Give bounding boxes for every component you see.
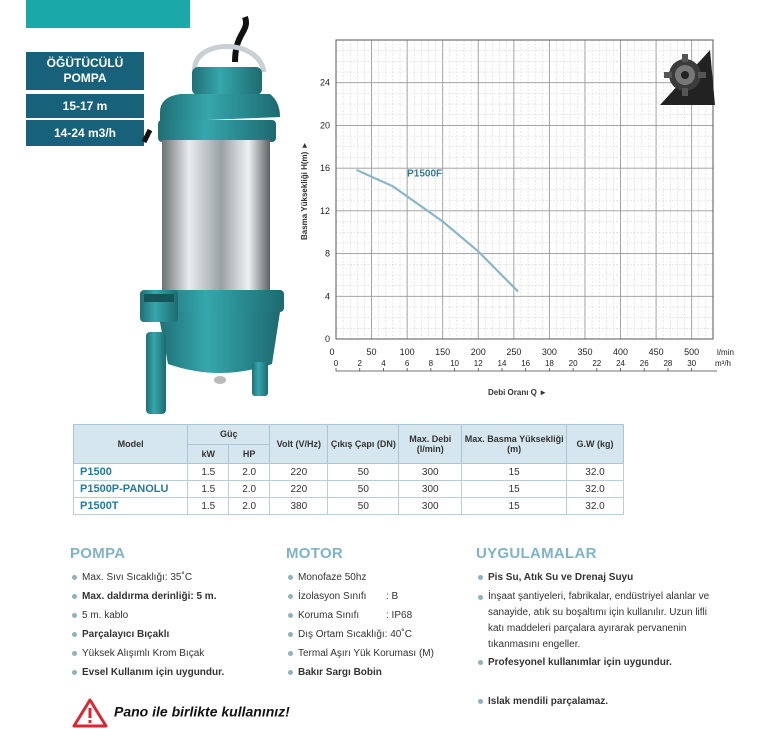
cell-volt: 380: [270, 498, 328, 515]
pompa-section: [70, 545, 270, 682]
y-tick-label: 16: [319, 163, 330, 174]
x2-tick-label: 14: [497, 359, 507, 368]
list-item: İzolasyon Sınıfı : B: [286, 587, 466, 606]
cell-outlet: 50: [328, 498, 399, 515]
x2-tick-label: 2: [357, 359, 362, 368]
x2-tick-label: 16: [521, 359, 531, 368]
list-item: Dış Ortam Sıcaklığı: 40˚C: [286, 625, 466, 644]
x2-tick-label: 8: [428, 359, 434, 368]
cell-hp: 2.0: [229, 498, 270, 515]
gear-icon: [660, 50, 715, 105]
cell-head: 15: [462, 464, 567, 481]
list-item: Pis Su, Atık Su ve Drenaj Suyu: [476, 568, 716, 587]
cell-head: 15: [462, 481, 567, 498]
cell-gw: 32.0: [567, 481, 624, 498]
list-item: Evsel Kullanım için uygundur.: [70, 663, 270, 682]
x2-tick-label: 24: [616, 359, 625, 368]
y-tick-label: 8: [324, 248, 330, 259]
cell-outlet: 50: [328, 464, 399, 481]
chart-ticks: [320, 78, 734, 371]
uygulamalar-section: [476, 545, 716, 672]
table-row: [74, 498, 624, 515]
uygulamalar-title: UYGULAMALAR: [476, 545, 597, 562]
cell-kw: 1.5: [188, 464, 229, 481]
table-row: [74, 481, 624, 498]
th-volt: Volt (V/Hz): [270, 425, 328, 464]
y-tick-label: 20: [319, 120, 330, 131]
cell-model: P1500T: [74, 498, 188, 515]
x-tick-label: 300: [541, 347, 557, 357]
cell-volt: 220: [270, 464, 328, 481]
x2-tick-label: 6: [404, 359, 410, 368]
pump-product-image: [140, 12, 290, 416]
chart-series: [357, 169, 517, 291]
x-tick-label: 100: [399, 347, 415, 357]
list-item: Termal Aşırı Yük Koruması (M): [286, 644, 466, 663]
motor-title: MOTOR: [286, 545, 344, 562]
tag-flow-range: 14-24 m3/h: [26, 120, 144, 148]
x2-tick-label: 12: [473, 359, 483, 368]
x-axis-label: Debi Oranı Q ►: [488, 388, 548, 397]
x2-tick-label: 22: [592, 359, 602, 368]
warning-note: [72, 698, 290, 728]
table-row: [74, 464, 624, 481]
x-tick-label: 250: [506, 347, 522, 357]
series-label: P1500F: [407, 168, 443, 180]
cell-volt: 220: [270, 481, 328, 498]
cell-flow: 300: [399, 498, 462, 515]
cell-model: P1500P-PANOLU: [74, 481, 188, 498]
cell-hp: 2.0: [229, 464, 270, 481]
y-tick-label: 24: [319, 77, 330, 88]
x2-tick-label: 20: [568, 359, 578, 368]
x-unit-secondary: m³/h: [715, 359, 731, 368]
cell-outlet: 50: [328, 481, 399, 498]
cell-hp: 2.0: [229, 481, 270, 498]
th-power: Güç: [188, 425, 270, 445]
x2-tick-label: 26: [639, 359, 649, 368]
x-tick-label: 500: [684, 347, 700, 357]
list-item: Monofaze 50hz: [286, 568, 466, 587]
cell-flow: 300: [399, 464, 462, 481]
list-item: 5 m. kablo: [70, 606, 270, 625]
cell-kw: 1.5: [188, 498, 229, 515]
x-tick-label: 400: [613, 347, 629, 357]
x-tick-label: 0: [329, 347, 335, 357]
list-item: Yüksek Alışımlı Krom Bıçak: [70, 644, 270, 663]
x-unit-primary: l/min: [717, 348, 734, 357]
x-tick-label: 200: [470, 347, 486, 357]
x2-tick-label: 30: [687, 359, 697, 368]
list-item: Islak mendili parçalamaz.: [476, 692, 716, 711]
x2-tick-label: 28: [663, 359, 673, 368]
x2-tick-label: 4: [381, 359, 386, 368]
list-item: Profesyonel kullanımlar için uygundur.: [476, 653, 716, 672]
th-head: Max. Basma Yüksekliği (m): [462, 425, 567, 464]
th-outlet: Çıkış Çapı (DN): [328, 425, 399, 464]
uygulamalar-extra: [476, 692, 716, 711]
x2-tick-label: 18: [544, 359, 554, 368]
cell-head: 15: [462, 498, 567, 515]
x2-tick-label: 0: [333, 359, 339, 368]
series-line: [357, 170, 517, 291]
warning-text: Pano ile birlikte kullanınız!: [114, 703, 290, 720]
cell-gw: 32.0: [567, 498, 624, 515]
cell-gw: 32.0: [567, 464, 624, 481]
list-item: Max. daldırma derinliği: 5 m.: [70, 587, 270, 606]
cell-kw: 1.5: [188, 481, 229, 498]
th-hp: HP: [229, 444, 270, 464]
tag-pump-type: ÖĞÜTÜCÜLÜ POMPA: [26, 52, 144, 92]
x-tick-label: 150: [435, 347, 451, 357]
list-item: Koruma Sınıfı : IP68: [286, 606, 466, 625]
th-flow: Max. Debi (l/min): [399, 425, 462, 464]
y-axis-label: Basma Yüksekliği H(m) ►: [300, 141, 309, 240]
th-model: Model: [74, 425, 188, 464]
y-tick-label: 0: [324, 334, 330, 344]
th-kw: kW: [188, 444, 229, 464]
x-tick-label: 450: [648, 347, 664, 357]
th-gw: G.W (kg): [567, 425, 624, 464]
spec-table: [73, 424, 624, 515]
y-tick-label: 4: [324, 291, 330, 302]
motor-section: [286, 545, 466, 682]
cell-flow: 300: [399, 481, 462, 498]
list-item: İnşaat şantiyeleri, fabrikalar, endüstriyel alanlar ve sanayide, atık su boşaltımı için kullanılır. Uzun lifli katı maddeleri parçalara ayırarak pervanenin tıkanmasını engeller.: [476, 587, 716, 653]
x2-tick-label: 10: [450, 359, 460, 368]
list-item: Max. Sıvı Sıcaklığı: 35˚C: [70, 568, 270, 587]
x-tick-label: 350: [577, 347, 593, 357]
y-tick-label: 12: [319, 205, 330, 216]
chart-grid: [336, 40, 713, 339]
list-item: Parçalayıcı Bıçaklı: [70, 625, 270, 644]
list-item: Bakır Sargı Bobin: [286, 663, 466, 682]
x-tick-label: 50: [366, 347, 377, 357]
warning-icon: [72, 698, 108, 728]
performance-chart: [300, 30, 740, 385]
tag-head-range: 15-17 m: [26, 94, 144, 120]
cell-model: P1500: [74, 464, 188, 481]
pompa-title: POMPA: [70, 545, 126, 562]
